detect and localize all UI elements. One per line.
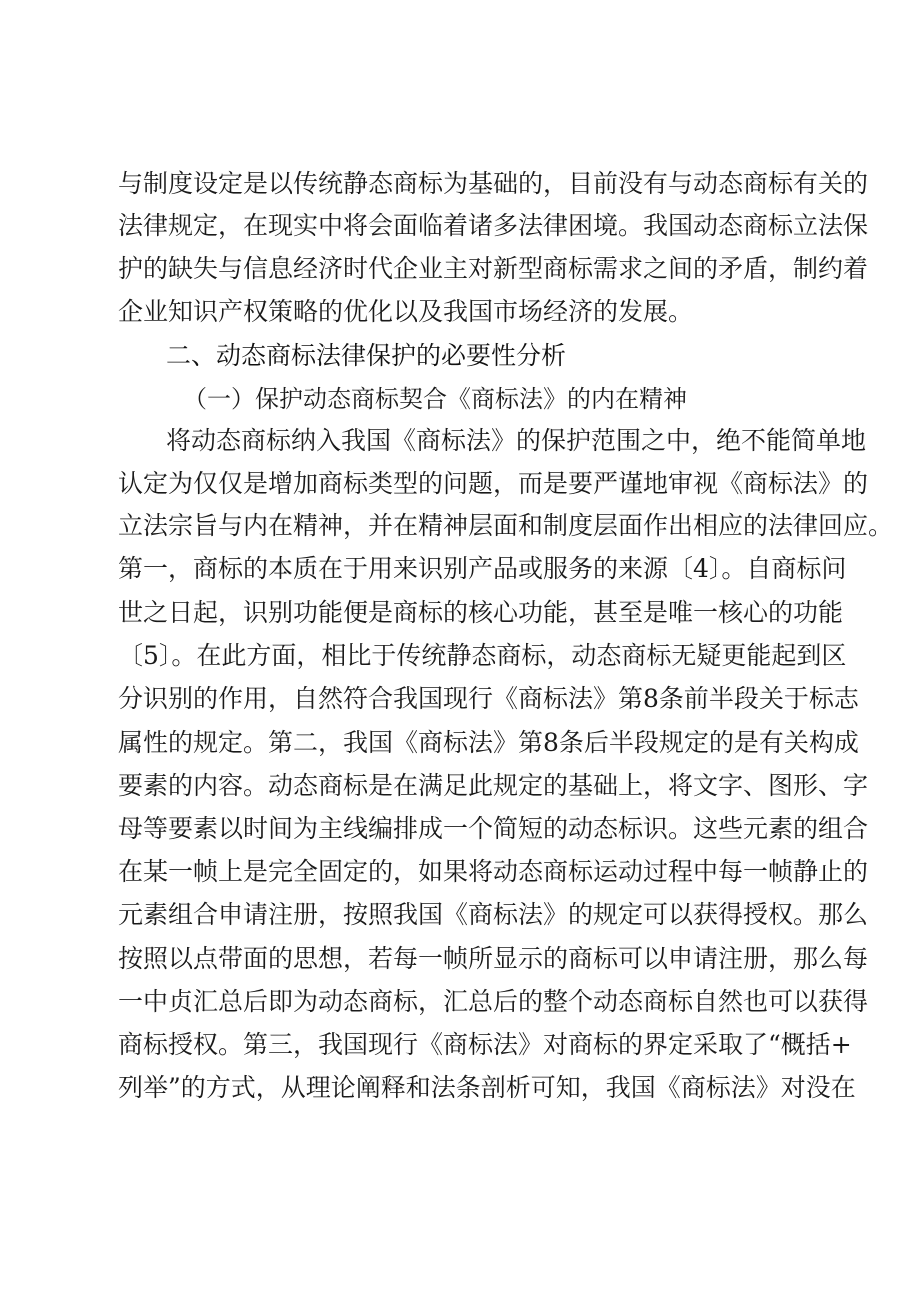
paragraph-2-line-6: 〔5〕。在此方面，相比于传统静态商标，动态商标无疑更能起到区	[118, 641, 847, 670]
paragraph-2-line-1: 将动态商标纳入我国《商标法》的保护范围之中，绝不能简单地	[166, 426, 867, 455]
section-heading: 二、动态商标法律保护的必要性分析	[166, 341, 567, 370]
paragraph-1-line-4: 企业知识产权策略的优化以及我国市场经济的发展。	[118, 297, 694, 326]
paragraph-2-line-5: 世之日起，识别功能便是商标的核心功能，甚至是唯一核心的功能	[118, 598, 844, 627]
paragraph-1-line-1: 与制度设定是以传统静态商标为基础的，目前没有与动态商标有关的	[118, 169, 869, 198]
paragraph-2-line-11: 在某一帧上是完全固定的，如果将动态商标运动过程中每一帧静止的	[118, 857, 869, 886]
paragraph-1-line-2: 法律规定，在现实中将会面临着诸多法律困境。我国动态商标立法保	[118, 211, 869, 240]
paragraph-2-line-15: 商标授权。第三，我国现行《商标法》对商标的界定采取了“概括+	[118, 1030, 852, 1059]
paragraph-2-line-2: 认定为仅仅是增加商标类型的问题，而是要严谨地审视《商标法》的	[118, 469, 869, 498]
paragraph-2-line-16: 列举”的方式，从理论阐释和法条剖析可知，我国《商标法》对没在	[118, 1073, 856, 1102]
paragraph-2-line-3: 立法宗旨与内在精神，并在精神层面和制度层面作出相应的法律回应。	[118, 511, 894, 540]
paragraph-2-line-10: 母等要素以时间为主线编排成一个简短的动态标识。这些元素的组合	[118, 814, 869, 843]
paragraph-2-line-8: 属性的规定。第二，我国《商标法》第8条后半段规定的是有关构成	[118, 728, 859, 757]
sub-heading: （一）保护动态商标契合《商标法》的内在精神	[183, 385, 687, 413]
paragraph-1-line-3: 护的缺失与信息经济时代企业主对新型商标需求之间的矛盾，制约着	[118, 254, 869, 283]
paragraph-2-line-14: 一中贞汇总后即为动态商标，汇总后的整个动态商标自然也可以获得	[118, 987, 869, 1016]
paragraph-2-line-9: 要素的内容。动态商标是在满足此规定的基础上，将文字、图形、字	[118, 771, 869, 800]
paragraph-2-line-4: 第一，商标的本质在于用来识别产品或服务的来源〔4〕。自商标问	[118, 554, 847, 583]
paragraph-2-line-13: 按照以点带面的思想，若每一帧所显示的商标可以申请注册，那么每	[118, 944, 869, 973]
paragraph-2-line-7: 分识别的作用，自然符合我国现行《商标法》第8条前半段关于标志	[118, 684, 859, 713]
paragraph-2-line-12: 元素组合申请注册，按照我国《商标法》的规定可以获得授权。那么	[118, 900, 869, 929]
